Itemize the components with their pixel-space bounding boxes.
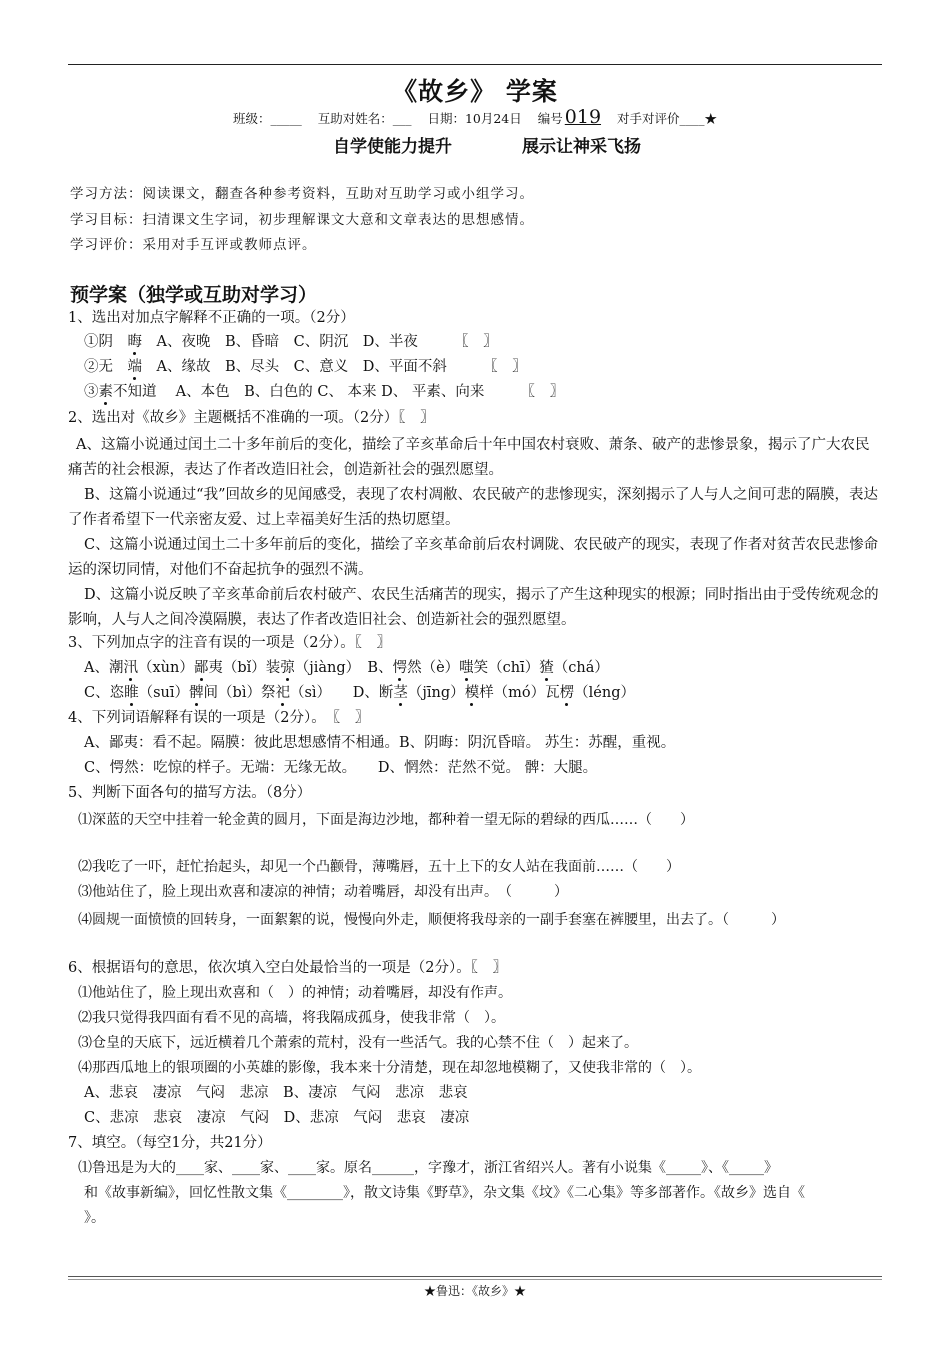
dotted-char: 猹 [539,660,554,676]
dotted-char: 嗤 [459,660,474,676]
q1-option-b: ②无 端 A、缘故 B、尽头 C、意义 D、平面不斜 〖 〗 [84,359,527,375]
dotted-char: 睢 [124,685,139,701]
q3-stem: 3、下列加点字的注音有误的一项是（2分）。〖 〗 [68,635,391,651]
q6-sentence-1: ⑴他站住了，脸上现出欢喜和（ ）的神情；动着嘴唇，却没有作声。 [78,985,512,1001]
dotted-char: 髀 [189,685,204,701]
study-goal: 学习目标：扫清课文生字词，初步理解课文大意和文章表达的思想感情。 [70,212,534,228]
q6-sentence-2: ⑵我只觉得我四面有看不见的高墙，将我隔成孤身，使我非常（ ）。 [78,1010,505,1026]
q4-line-1: A、鄙夷：看不起。隔膜：彼此思想感情不相通。B、阴晦：阴沉昏暗。 苏生：苏醒，重视。 [84,735,676,751]
q5-sentence-3: ⑶他站住了，脸上现出欢喜和凄凉的神情；动着嘴唇，却没有出声。 （ ） [78,884,568,900]
dotted-char: 祀 [275,685,290,701]
q2-option-d: D、这篇小说反映了辛亥革命前后农村破产、农民生活痛苦的现实，揭示了产生这种现实的根源；同时指出由于受传统观念的影响，人与人之间冷漠隔膜，表达了作者改造旧社会、创造新社会的强烈愿望。 [68,587,879,628]
q2-stem: 2、选出对《故乡》主题概括不准确的一项。（2分）〖 〗 [68,410,435,426]
q3-line-2: C、恣睢（suī）髀间（bì）祭祀（sì） D、断茎（jīng）模样（mó）瓦楞（léng） [84,685,636,701]
q2-option-c: C、这篇小说通过闰土二十多年前后的变化，描绘了辛亥革命前后农村调陇、农民破产的现实，表现了作者对贫苦农民悲惨命运的深切同情，对他们不奋起抗争的强烈不满。 [68,537,879,578]
q6-stem: 6、根据语句的意思，依次填入空白处最恰当的一项是（2分）。〖 〗 [68,960,507,976]
q1-option-c: ③素不知道 A、本色 B、白色的 C、 本来 D、 平素、向来 〖 〗 [84,384,565,400]
q1-stem: 1、选出对加点字解释不正确的一项。（2分） [68,310,355,326]
q5-sentence-1: ⑴深蓝的天空中挂着一轮金黄的圆月，下面是海边沙地，都种着一望无际的碧绿的西瓜……（ ） [78,812,694,828]
dotted-char: 愕 [392,660,408,676]
class-field: 班级：_____ [232,111,302,126]
bottom-rule-thin [68,1279,882,1280]
bottom-rule [68,1276,882,1277]
q5-stem: 5、判断下面各句的描写方法。（8分） [68,785,312,801]
dotted-char: 鄙 [193,660,209,676]
dotted-char: 晦 [127,334,142,350]
study-evaluation: 学习评价：采用对手互评或教师点评。 [70,237,317,253]
dotted-char: 弶 [280,660,295,676]
q3-line-1: A、潮汛（xùn）鄙夷（bǐ）装弶（jiàng） B、愕然（è）嗤笑（chī）猹（chá） [84,660,609,676]
q6-sentence-3: ⑶仓皇的天底下，远近横着几个萧索的荒村，没有一些活气。我的心禁不住（ ）起来了。 [78,1035,638,1051]
q5-sentence-2: ⑵我吃了一吓，赶忙抬起头，却见一个凸颧骨，薄嘴唇，五十上下的女人站在我面前……（ ） [78,859,680,875]
number-prefix: 编号 [537,111,563,126]
section-title: 预学案（独学或互助对学习） [70,284,318,306]
number-field [537,106,602,128]
dotted-char: 模 [464,685,480,701]
date-field: 日期：10月24日 [427,111,522,126]
top-rule [68,64,882,65]
q6-sentence-4: ⑷那西瓜地上的银项圈的小英雄的影像，我本来十分清楚，现在却忽地模糊了，又使我非常的（ ）。 [78,1060,701,1076]
partner-field: 互助对姓名：___ [317,111,412,126]
slogan-left: 自学使能力提升 [333,137,452,157]
number-value: 019 [564,106,602,128]
q1-option-a: ①阴 晦 A、夜晚 B、昏暗 C、阴沉 D、半夜 〖 〗 [84,334,498,350]
page-footer: ★鲁迅：《故乡》★ [423,1284,526,1298]
dotted-char: 端 [127,359,142,375]
dotted-char: 汛 [123,660,138,676]
dotted-char: 茎 [393,685,408,701]
dotted-char: 素 [98,384,113,400]
q7-fill-line-3: 》。 [84,1210,105,1226]
q6-options-2: C、悲凉 悲哀 凄凉 气闷 D、悲凉 气闷 悲哀 凄凉 [84,1110,470,1126]
dotted-char: 楞 [559,685,575,701]
q7-fill-line-1: ⑴鲁迅是为大的____家、____家、____家。原名______，字豫才，浙江省绍兴人。著有小说集《_____》、《_____》 [78,1160,778,1176]
q2-option-b: B、这篇小说通过“我”回故乡的见闻感受，表现了农村凋敝、农民破产的悲惨现实，深刻揭示了人与人之间可悲的隔膜，表达了作者希望下一代亲密友爱、过上幸福美好生活的热切愿望。 [68,487,878,528]
q5-sentence-4: ⑷圆规一面愤愤的回转身，一面絮絮的说，慢慢向外走，顺便将我母亲的一副手套塞在裤腰里，出去了。（ ） [78,912,785,928]
q7-fill-line-2: 和《故事新编》，回忆性散文集《________》，散文诗集《野草》，杂文集《坟》《二心集》等多部著作。《故乡》选自《 [84,1185,805,1201]
q4-line-2: C、愕然：吃惊的样子。无端：无缘无故。 D、惘然：茫然不觉。 髀：大腿。 [84,760,598,776]
q2-option-a: A、这篇小说通过闰土二十多年前后的变化，描绘了辛亥革命后十年中国农村衰败、萧条、破产的悲惨景象，揭示了广大农民痛苦的社会根源，表达了作者改造旧社会，创造新社会的强烈愿望。 [68,437,870,478]
info-line [0,106,950,128]
q7-stem: 7、填空。（每空1分，共21分） [68,1135,272,1151]
q6-options-1: A、悲哀 凄凉 气闷 悲凉 B、凄凉 气闷 悲凉 悲哀 [84,1085,468,1101]
q4-stem: 4、下列词语解释有误的一项是（2分）。 〖 〗 [68,710,370,726]
slogan-right: 展示让神采飞扬 [522,137,641,157]
page-title: 《故乡》 学案 [392,77,558,106]
rating-field: 对手对评价____★ [617,111,718,126]
study-method: 学习方法：阅读课文，翻查各种参考资料，互助对互助学习或小组学习。 [70,186,534,202]
